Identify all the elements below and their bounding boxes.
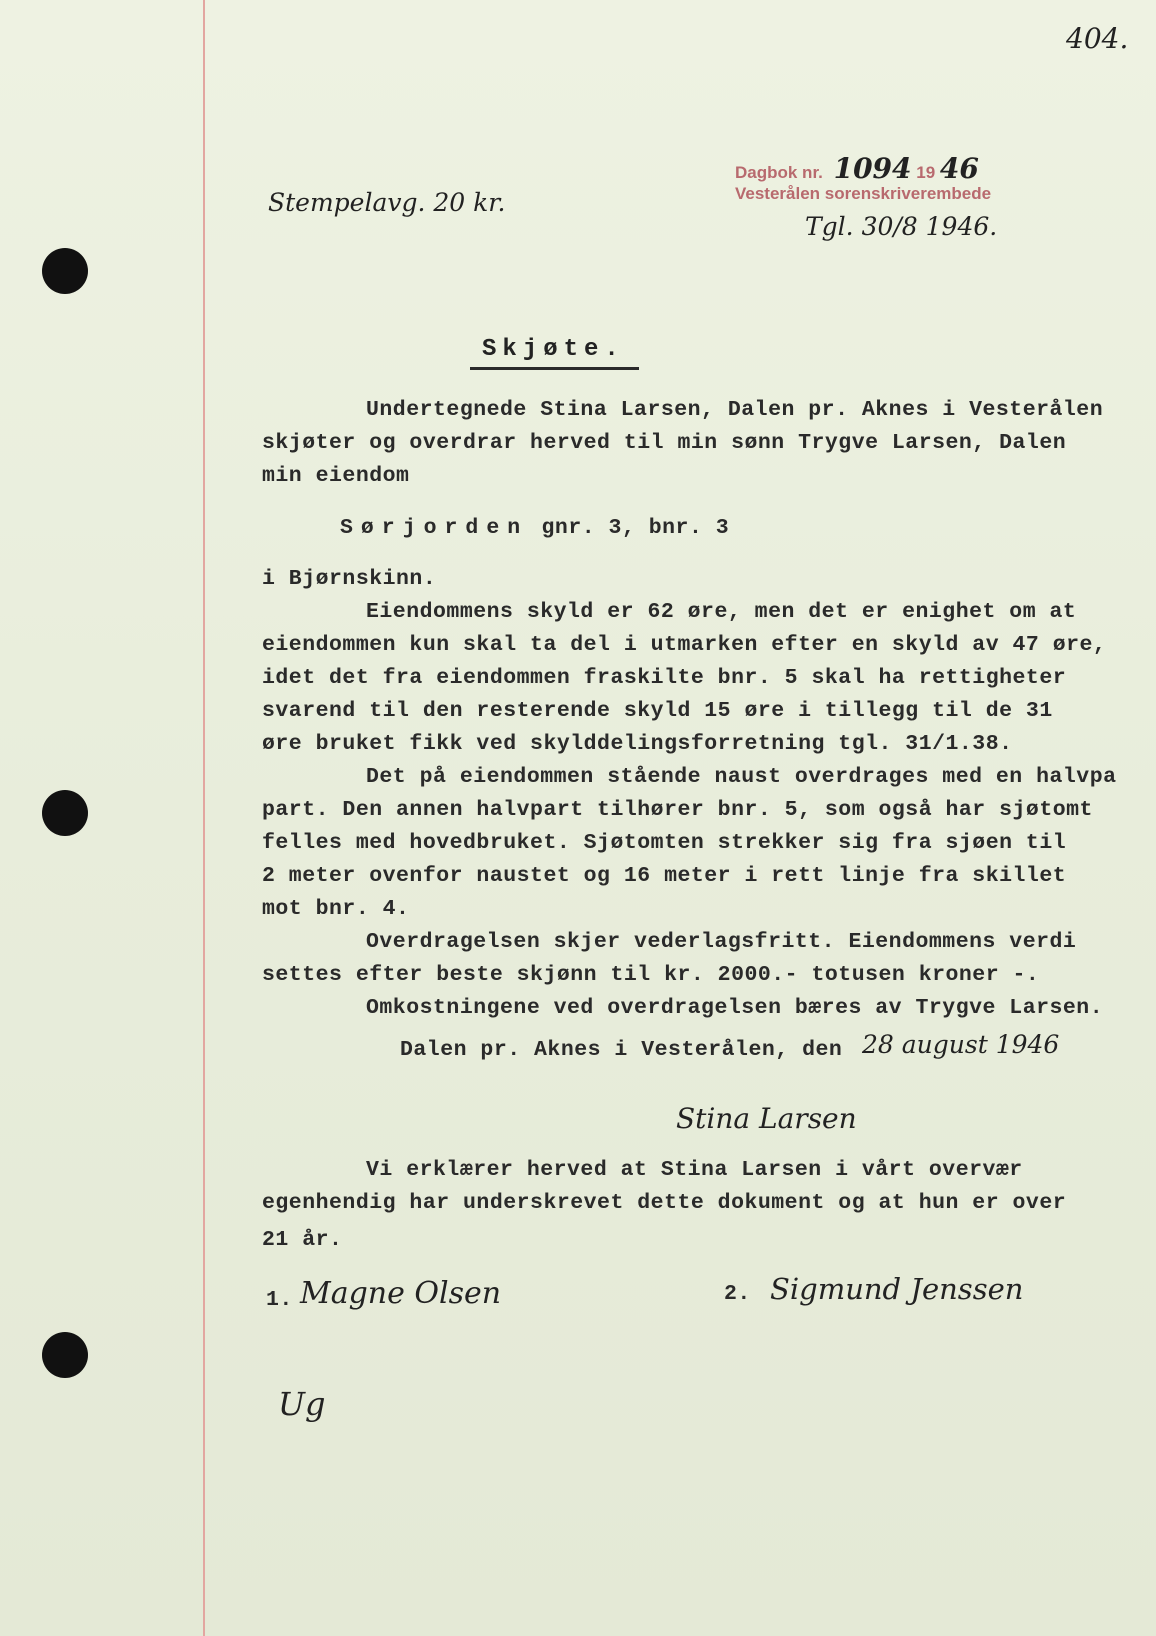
page-number: 404. bbox=[1066, 22, 1129, 55]
body-line: eiendommen kun skal ta del i utmarken efter en skyld av 47 øre, bbox=[262, 633, 1107, 657]
body-line: idet det fra eiendommen fraskilte bnr. 5 skal ha rettigheter bbox=[262, 666, 1067, 690]
witness2-signature: Sigmund Jenssen bbox=[770, 1272, 1024, 1306]
witness2-number: 2. bbox=[724, 1282, 751, 1306]
property-name: Sørjorden bbox=[340, 516, 529, 540]
property-line bbox=[340, 516, 729, 540]
document-title: Skjøte. bbox=[470, 336, 639, 370]
body-line: mot bnr. 4. bbox=[262, 897, 410, 921]
body-line: Eiendommens skyld er 62 øre, men det er enighet om at bbox=[366, 600, 1077, 624]
stamp-label: Dagbok nr. bbox=[735, 163, 823, 182]
body-line: Omkostningene ved overdragelsen bæres av Trygve Larsen. bbox=[366, 996, 1104, 1020]
punch-hole bbox=[42, 790, 88, 836]
body-line: min eiendom bbox=[262, 464, 410, 488]
body-line: part. Den annen halvpart tilhører bnr. 5, som også har sjøtomt bbox=[262, 798, 1093, 822]
stamp-year: 46 bbox=[939, 152, 979, 185]
punch-hole bbox=[42, 1332, 88, 1378]
stamp-line2: Vesterålen sorenskriverembede bbox=[735, 184, 992, 203]
margin-note: Stempelavg. 20 kr. bbox=[268, 188, 506, 217]
margin-line bbox=[203, 0, 205, 1636]
witness-line: egenhendig har underskrevet dette dokument og at hun er over bbox=[262, 1191, 1067, 1215]
witness1-signature: Magne Olsen bbox=[300, 1276, 502, 1311]
body-line: svarend til den resterende skyld 15 øre i tillegg til de 31 bbox=[262, 699, 1053, 723]
property-numbers: gnr. 3, bnr. 3 bbox=[541, 516, 730, 540]
body-line: skjøter og overdrar herved til min sønn Trygve Larsen, Dalen bbox=[262, 431, 1067, 455]
witness-line: 21 år. bbox=[262, 1228, 343, 1252]
punch-hole bbox=[42, 248, 88, 294]
body-line: settes efter beste skjønn til kr. 2000.- totusen kroner -. bbox=[262, 963, 1040, 987]
body-line: 2 meter ovenfor naustet og 16 meter i rett linje fra skillet bbox=[262, 864, 1067, 888]
witness-line: Vi erklærer herved at Stina Larsen i vårt overvær bbox=[366, 1158, 1023, 1182]
body-line: i Bjørnskinn. bbox=[262, 567, 437, 591]
body-line: øre bruket fikk ved skylddelingsforretning tgl. 31/1.38. bbox=[262, 732, 1013, 756]
stamp-line1 bbox=[735, 152, 979, 185]
stamp-number: 1094 bbox=[833, 152, 912, 185]
body-line: Undertegnede Stina Larsen, Dalen pr. Aknes i Vesterålen bbox=[366, 398, 1104, 422]
witness1-number: 1. bbox=[266, 1288, 293, 1312]
place-date-line: Dalen pr. Aknes i Vesterålen, den bbox=[400, 1038, 843, 1062]
handwritten-date: 28 august 1946 bbox=[862, 1030, 1060, 1059]
initials: Ug bbox=[278, 1385, 326, 1423]
body-line: Det på eiendommen stående naust overdrages med en halvpa bbox=[366, 765, 1117, 789]
stamp-year-prefix: 19 bbox=[916, 163, 936, 182]
signature: Stina Larsen bbox=[676, 1102, 857, 1135]
tinglyst-note: Tgl. 30/8 1946. bbox=[805, 212, 998, 241]
body-line: Overdragelsen skjer vederlagsfritt. Eiendommens verdi bbox=[366, 930, 1077, 954]
body-line: felles med hovedbruket. Sjøtomten strekker sig fra sjøen til bbox=[262, 831, 1067, 855]
